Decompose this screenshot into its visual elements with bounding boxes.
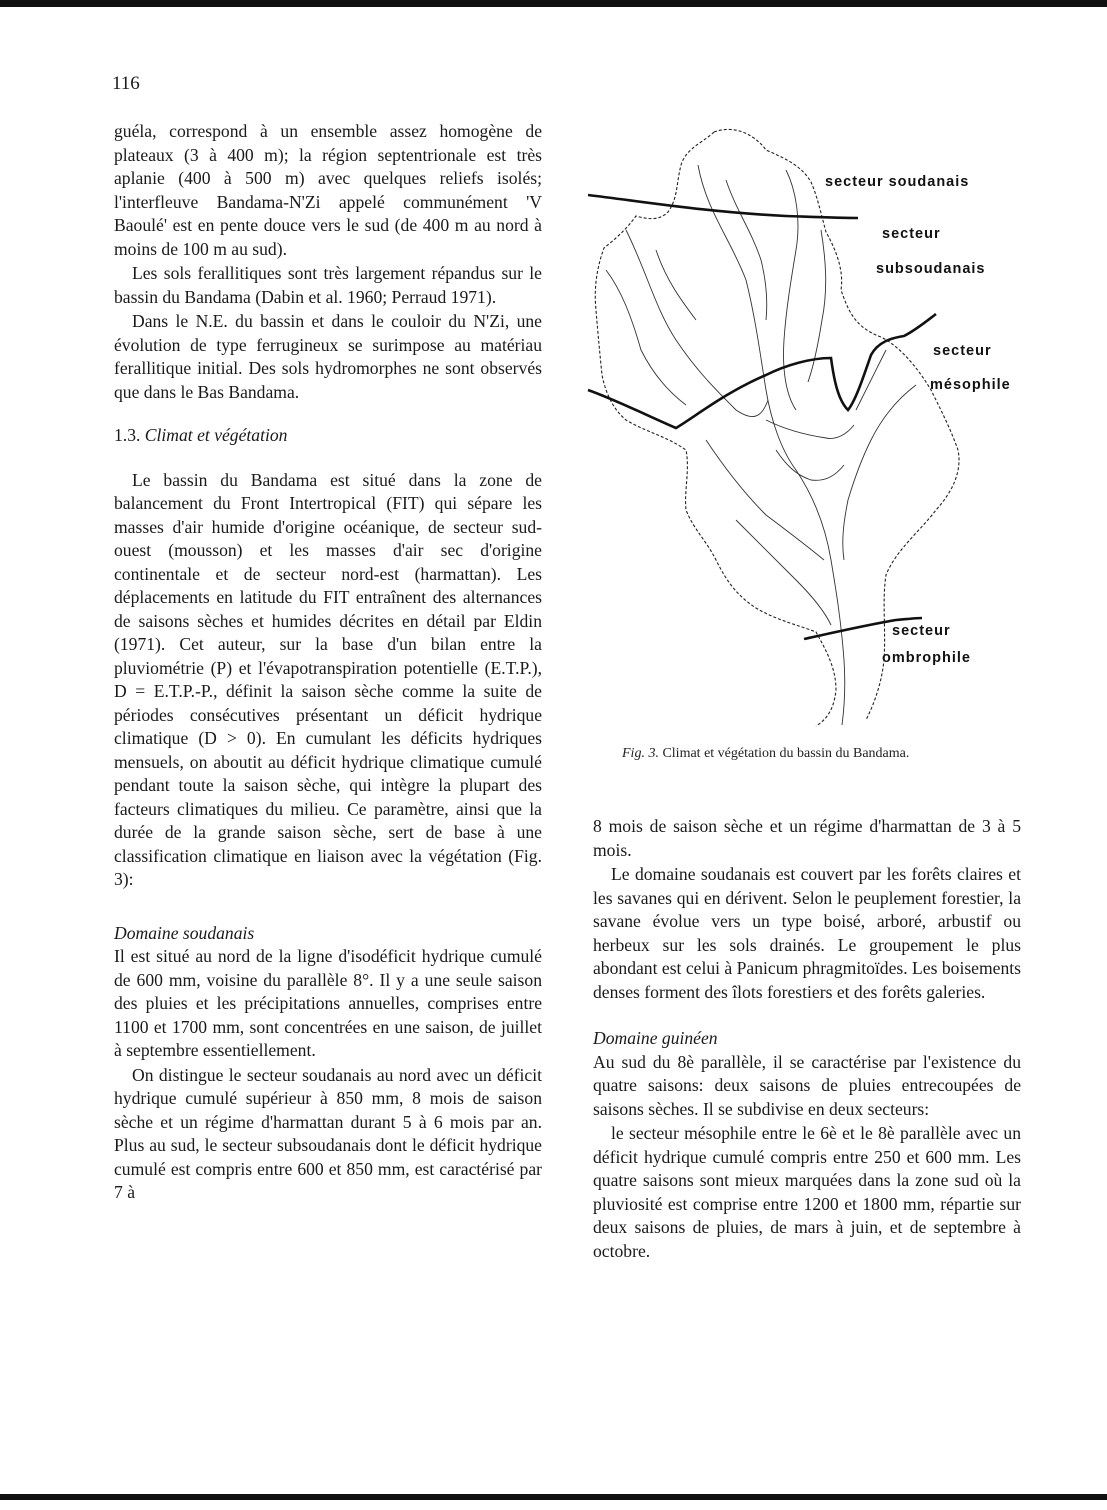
paragraph: Au sud du 8è parallèle, il se caractérise par l'existence du quatre saisons: deux saisons de pluies entrecoupées de saisons sèches. Il se subdivise en deux secteurs: — [593, 1051, 1021, 1119]
label-secteur-subsoudanais-2: subsoudanais — [876, 261, 986, 277]
label-secteur-ombrophile-2: ombrophile — [882, 650, 971, 666]
paragraph: 8 mois de saison sèche et un régime d'harmattan de 3 à 5 mois. — [593, 816, 1021, 860]
right-column — [593, 815, 1021, 1263]
section-heading — [114, 424, 542, 448]
section-title: Climat et végétation — [144, 425, 288, 445]
paragraph: Le domaine soudanais est couvert par les forêts claires et les savanes qui en dérivent. Selon le peuplement forestier, la savane évolue vers un type boisé, arboré, arbustif ou herbeux sur les sols drainés. Le groupement le plus abondant est celui à Panicum phragmitoïdes. Les boisements denses forment des îlots forestiers et des forêts galeries. — [593, 864, 1022, 1002]
paragraph: Les sols ferallitiques sont très largement répandus sur le bassin du Bandama (Dabin et al. 1960; Perraud 1971). — [114, 263, 542, 307]
river-network — [606, 165, 916, 725]
paragraph: Il est situé au nord de la ligne d'isodéficit hydrique cumulé de 600 mm, voisine du parallèle 8°. Il y a une seule saison des pluies et les précipitations annuelles, comprises entre 1100 et 1700 mm, sont concentrées en une saison, de juillet à septembre essentiellement. — [114, 946, 542, 1060]
bottom-rule — [0, 1494, 1107, 1500]
figure-caption — [622, 746, 909, 762]
caption-text: Climat et végétation du bassin du Bandama. — [662, 746, 910, 761]
basin-map — [586, 120, 1026, 730]
label-secteur-subsoudanais-1: secteur — [882, 226, 941, 242]
section-number: 1.3. — [114, 425, 141, 445]
paragraph: Dans le N.E. du bassin et dans le couloir du N'Zi, une évolution de type ferrugineux se surimpose au matériau ferallitique initial. Des sols hydromorphes ne sont observés que dans le Bas Bandama. — [114, 311, 542, 402]
figure-basin-map — [586, 120, 1026, 730]
paragraph: guéla, correspond à un ensemble assez homogène de plateaux (3 à 400 m); la région septentrionale est très aplanie (400 à 500 m) avec quelques reliefs isolés; l'interfleuve Bandama-N'Zi appelé communément 'V Baoulé' est en pente douce vers le sud (de 400 m au nord à moins de 100 m au sud). — [114, 121, 542, 259]
paragraph: On distingue le secteur soudanais au nord avec un déficit hydrique cumulé supérieur à 850 mm, 8 mois de saison sèche et un régime d'harmattan durant 5 à 6 mois par an. Plus au sud, le secteur subsoudanais dont le déficit hydrique cumulé est compris entre 600 et 850 mm, est caractérisé par 7 à — [114, 1064, 542, 1202]
subheading-domaine-soudanais: Domaine soudanais — [114, 922, 255, 943]
label-secteur-mesophile-1: secteur — [933, 343, 992, 359]
label-secteur-soudanais: secteur soudanais — [825, 174, 970, 190]
label-secteur-ombrophile-1: secteur — [892, 623, 951, 639]
paragraph: le secteur mésophile entre le 6è et le 8è parallèle avec un déficit hydrique cumulé compris entre 250 et 600 mm. Les quatre saisons sont mieux marquées dans la zone sud où la pluviosité est comprise entre 1200 et 1800 mm, répartie sur deux saisons de pluies, de mars à juin, et de septembre à octobre. — [593, 1123, 1021, 1261]
page-number: 116 — [112, 73, 140, 94]
label-secteur-mesophile-2: mésophile — [930, 377, 1011, 393]
caption-prefix: Fig. 3. — [622, 746, 659, 761]
left-column — [114, 120, 542, 1205]
paragraph: Le bassin du Bandama est situé dans la zone de balancement du Front Intertropical (FIT) qui sépare les masses d'air humide d'origine océanique, de secteur sud-ouest (mousson) et les masses d'air sec d'origine continentale et de secteur nord-est (harmattan). Les déplacements en latitude du FIT entraînent des alternances de saisons sèches et humides décrites en détail par Eldin (1971). Cet auteur, sur la base d'un bilan entre la pluviométrie (P) et l'évapotranspiration potentielle (E.T.P.), D = E.T.P.-P., définit la saison sèche comme la suite de périodes consécutives présentant un déficit hydrique climatique (D > 0). En cumulant les déficits hydriques mensuels, on aboutit au déficit hydrique climatique cumulé pendant toute la saison sèche, qui intègre la plupart des facteurs climatiques du milieu. Ce paramètre, ainsi que la durée de la grande saison sèche, sert de base à une classification climatique en liaison avec la végétation (Fig. 3): — [114, 469, 542, 889]
subheading-domaine-guineen: Domaine guinéen — [593, 1028, 718, 1048]
top-rule — [0, 0, 1107, 7]
